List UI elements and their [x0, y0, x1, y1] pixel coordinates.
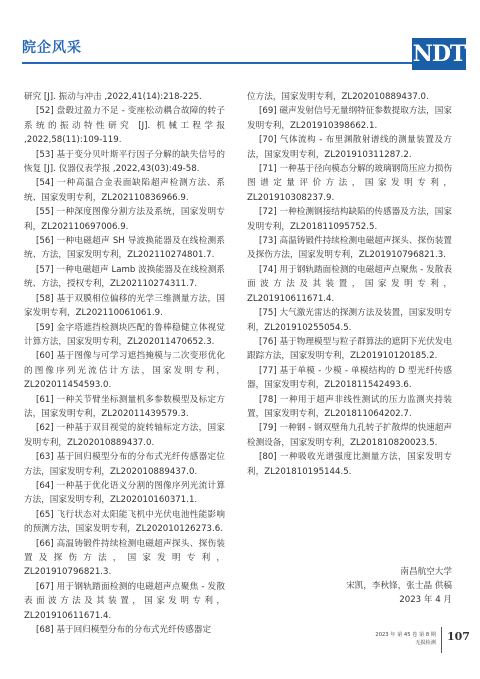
- section-title: 院企风采: [22, 40, 82, 56]
- reference-item: [76] 基于物理模型与粒子群算法的遮阴下光伏发电跟踪方法，国家发明专利，ZL201910120185.2.: [247, 336, 452, 362]
- reference-item: [70] 气体流构 - 布里渊散射谱线的测量装置及方法，国家发明专利，ZL201910311287.2.: [247, 135, 452, 160]
- reference-item: [73] 高温铸锻件持续检测电磁超声探头、探伤装置及探伤方法，国家发明专利，ZL201910796821.3.: [247, 236, 452, 261]
- header-rule: [22, 62, 412, 64]
- reference-item: [69] 磁声发射信号无量纲特征参数提取方法，国家发明专利，ZL201910398662.1.: [247, 106, 452, 131]
- reference-item: [52] 盘毂过盈力不足 - 变座松动耦合故障的转子系统的振动特性研究 [J]. 机械工程学报 ,2022,58(11):109-119.: [24, 106, 225, 146]
- reference-item: [67] 用于钢轨踏面检测的电磁超声点聚焦 - 发散表面波方法及其装置，国家发明专利，ZL201910611671.4.: [24, 581, 225, 621]
- reference-item: [77] 基于单模 - 少模 - 单模结构的 D 型光纤传感器，国家发明专利，ZL201811542493.6.: [247, 365, 452, 391]
- reference-item: [78] 一种用于超声非线性测试的压力监测夹持装置，国家发明专利，ZL201811064202.7.: [247, 394, 452, 419]
- reference-item: [66] 高温铸锻件持续检测电磁超声探头、探伤装置及探伤方法，国家发明专利，ZL201910796821.3.: [24, 538, 225, 578]
- reference-item: [62] 一种基于双目视觉的旋转轴标定方法，国家发明专利，ZL202010889437.0.: [24, 423, 225, 448]
- reference-item: 位方法，国家发明专利，ZL202010889437.0.: [247, 92, 429, 102]
- reference-item: [53] 基于变分贝叶斯平行因子分解的缺失信号的恢复 [J]. 仪器仪表学报 ,2022,43(03):49-58.: [24, 149, 225, 175]
- submission-date: 2023 年 4 月: [399, 595, 452, 605]
- journal-name: 无损检测: [415, 640, 436, 646]
- reference-item: [79] 一种钢 - 钢双壁角九孔转子扩散焊的快速超声检测设备，国家发明专利，ZL201810820023.5.: [247, 423, 452, 448]
- reference-item: [58] 基于双膜相位偏移的光学三维测量方法，国家发明专利，ZL202110061061.9.: [24, 293, 225, 319]
- affiliation: 南昌航空大学: [400, 567, 452, 577]
- reference-item: [54] 一种高温合金表面缺陷超声检测方法、系统、国家发明专利，ZL202110836966.9.: [24, 178, 225, 203]
- journal-logo: NDT: [412, 38, 466, 70]
- reference-item: [64] 一种基于优化语义分割的图像序列光流计算方法，国家发明专利，ZL202010160371.1.: [24, 480, 225, 506]
- reference-item: [63] 基于回归模型分布的分布式光纤传感器定位方法，国家发明专利，ZL202010889437.0.: [24, 452, 225, 477]
- journal-issue: 2023 年 第 45 卷 第 8 期: [375, 632, 436, 638]
- journal-info: [360, 631, 436, 647]
- reference-item: [72] 一种检测钢接结构缺陷的传感器及方法，国家发明专利，ZL201811095752.5.: [247, 207, 452, 232]
- reference-item: [59] 金字塔遮挡检测块匹配的鲁棒稳健立体视觉计算方法，国家发明专利，ZL202011470652.3.: [24, 322, 225, 347]
- reference-item: [74] 用于钢轨踏面检测的电磁超声点聚焦 - 发散表面波方法及其装置，国家发明专利，ZL201910611671.4.: [247, 264, 452, 304]
- contributor-block: [330, 565, 452, 607]
- reference-item: [75] 大气激光雷达的探测方法及装置，国家发明专利，ZL201910255054.5.: [247, 308, 452, 333]
- reference-item: [55] 一种深度图像分割方法及系统，国家发明专利，ZL202110697006.9.: [24, 207, 225, 232]
- reference-item: 研究 [J]. 振动与冲击 ,2022,41(14):218-225.: [24, 92, 202, 102]
- right-column: [247, 90, 452, 479]
- left-column: [24, 90, 225, 637]
- authors: 宋凯，李秋锋，张士晶 供稿: [346, 581, 452, 591]
- reference-item: [68] 基于回归模型分布的分布式光纤传感器定: [36, 625, 212, 636]
- reference-item: [56] 一种电磁超声 SH 导波换能器及在线检测系统、方法，国家发明专利，ZL202110274801.7.: [24, 236, 225, 261]
- reference-item: [80] 一种吸收光谱强度比测量方法，国家发明专利，ZL201810195144.5.: [247, 452, 452, 477]
- reference-item: [65] 飞行状态对太阳能飞机中光伏电池性能影响的预测方法，国家发明专利，ZL202010126273.6.: [24, 509, 225, 535]
- reference-item: [60] 基于图像与可学习遮挡掩模与二次变形优化的图像序列光流估计方法，国家发明专利，ZL202011454593.0.: [24, 351, 225, 391]
- page-divider: [441, 627, 442, 653]
- reference-item: [71] 一种基于径向模态分解的玻璃钢筒压应力损伤图谱定量评价方法，国家发明专利，ZL201910308237.9.: [247, 164, 452, 203]
- page-number: 107: [447, 630, 470, 643]
- reference-item: [57] 一种电磁超声 Lamb 波换能器及在线检测系统、方法，授权专利，ZL202110274311.7.: [24, 264, 225, 290]
- reference-item: [61] 一种关节臂坐标测量机多参数模型及标定方法，国家发明专利，ZL202011439579.3.: [24, 394, 225, 419]
